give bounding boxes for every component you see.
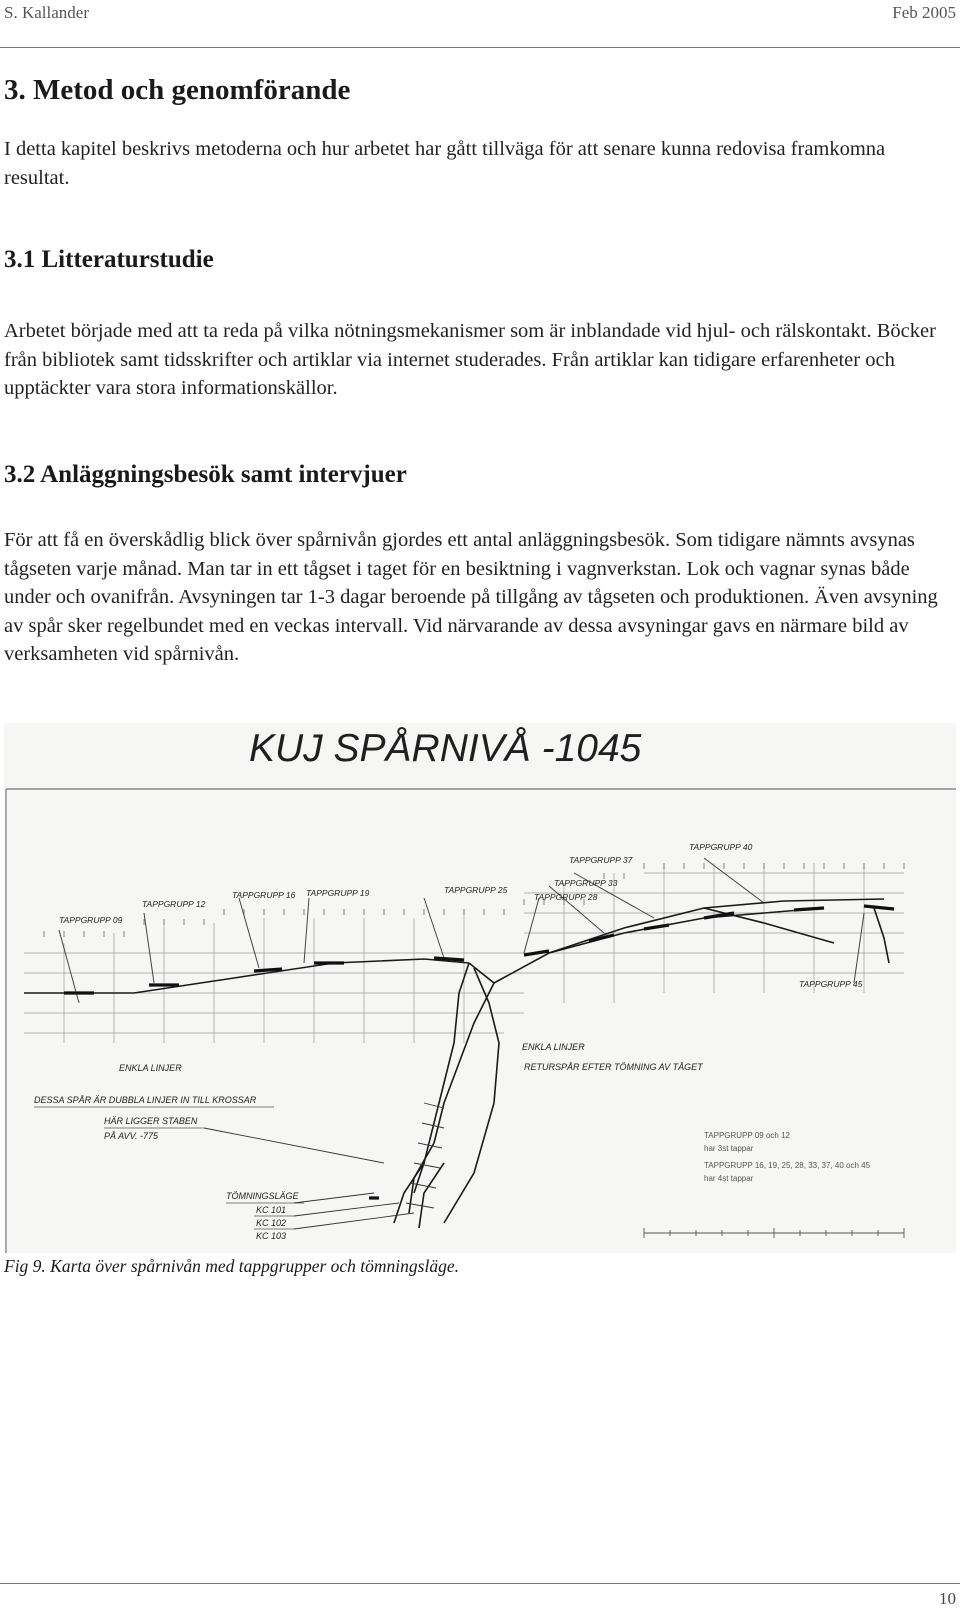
note-line-1: TAPPGRUPP 09 och 12 [704, 1131, 790, 1140]
page-header [0, 0, 960, 48]
label-kc-102: KC 102 [256, 1218, 287, 1228]
label-tomningslage: TÖMNINGSLÄGE [226, 1191, 299, 1201]
section-heading-3-1: 3.1 Litteraturstudie [4, 246, 214, 273]
header-date: Feb 2005 [892, 3, 956, 22]
label-tappgrupp-16: TAPPGRUPP 16 [232, 890, 296, 900]
label-tappgrupp-33: TAPPGRUPP 33 [554, 878, 618, 888]
label-tappgrupp-40: TAPPGRUPP 40 [689, 842, 753, 852]
label-enkla-linjer-left: ENKLA LINJER [119, 1063, 182, 1073]
label-kc-103: KC 103 [256, 1231, 287, 1241]
page-number: 10 [939, 1589, 956, 1608]
label-tappgrupp-37: TAPPGRUPP 37 [569, 855, 633, 865]
label-tappgrupp-12: TAPPGRUPP 12 [142, 899, 206, 909]
section-heading-3: 3. Metod och genomförande [4, 74, 351, 106]
figure-caption: Fig 9. Karta över spårnivån med tappgrupper och tömningsläge. [4, 1256, 459, 1276]
label-returspar: RETURSPÅR EFTER TÖMNING AV TÅGET [524, 1062, 703, 1072]
label-har-ligger-staben: HÄR LIGGER STABEN [104, 1116, 198, 1126]
track-map-figure [4, 723, 956, 1253]
header-rule [0, 47, 960, 48]
paragraph-3-2: För att få en överskådlig blick över spårnivån gjordes ett antal anläggningsbesök. Som tidigare nämnts avsynas tågseten varje månad. Man tar in ett tågset i taget för en besiktning i vagnverkstan. Lok och vagnar synas både under och ovanifrån. Avsyningen tar 1-3 dagar beroende på tillgång av tågseten och produktionen. Även avsyning av spår sker regelbundet med en veckas intervall. Vid närvarande av dessa avsyningar gavs en närmare bild av verksamheten vid spårnivån. [4, 529, 938, 665]
paragraph-3-1: Arbetet började med att ta reda på vilka nötningsmekanismer som är inblandade vid hjul- och rälskontakt. Böcker från bibliotek samt tidsskrifter och artiklar via internet studerades. Från artiklar kan tidigare erfarenheter och upptäckter vara stora informationskällor. [4, 320, 936, 399]
label-tappgrupp-09: TAPPGRUPP 09 [59, 915, 123, 925]
footer-rule [0, 1583, 960, 1584]
note-line-2: har 3st tappar [704, 1144, 754, 1153]
section-heading-3-2: 3.2 Anläggningsbesök samt intervjuer [4, 461, 407, 488]
map-title: KUJ SPÅRNIVÅ -1045 [249, 727, 642, 770]
intro-paragraph: I detta kapitel beskrivs metoderna och hur arbetet har gått tillväga för att senare kunna redovisa framkomna resultat. [4, 138, 886, 189]
note-line-4: har 4st tappar [704, 1174, 754, 1183]
label-tappgrupp-28: TAPPGRUPP 28 [534, 892, 598, 902]
label-tappgrupp-45: TAPPGRUPP 45 [799, 979, 863, 989]
label-pa-avv: PÅ AVV. -775 [104, 1131, 159, 1141]
label-enkla-linjer-top: ENKLA LINJER [522, 1042, 585, 1052]
label-tappgrupp-19: TAPPGRUPP 19 [306, 888, 370, 898]
track-map-drawing [4, 723, 956, 1253]
label-tappgrupp-25: TAPPGRUPP 25 [444, 885, 508, 895]
label-kc-101: KC 101 [256, 1205, 287, 1215]
header-author: S. Kallander [4, 3, 89, 22]
label-dubbla-linjer: DESSA SPÅR ÄR DUBBLA LINJER IN TILL KROSSAR [34, 1095, 257, 1105]
note-line-3: TAPPGRUPP 16, 19, 25, 28, 33, 37, 40 och 45 [704, 1161, 871, 1170]
